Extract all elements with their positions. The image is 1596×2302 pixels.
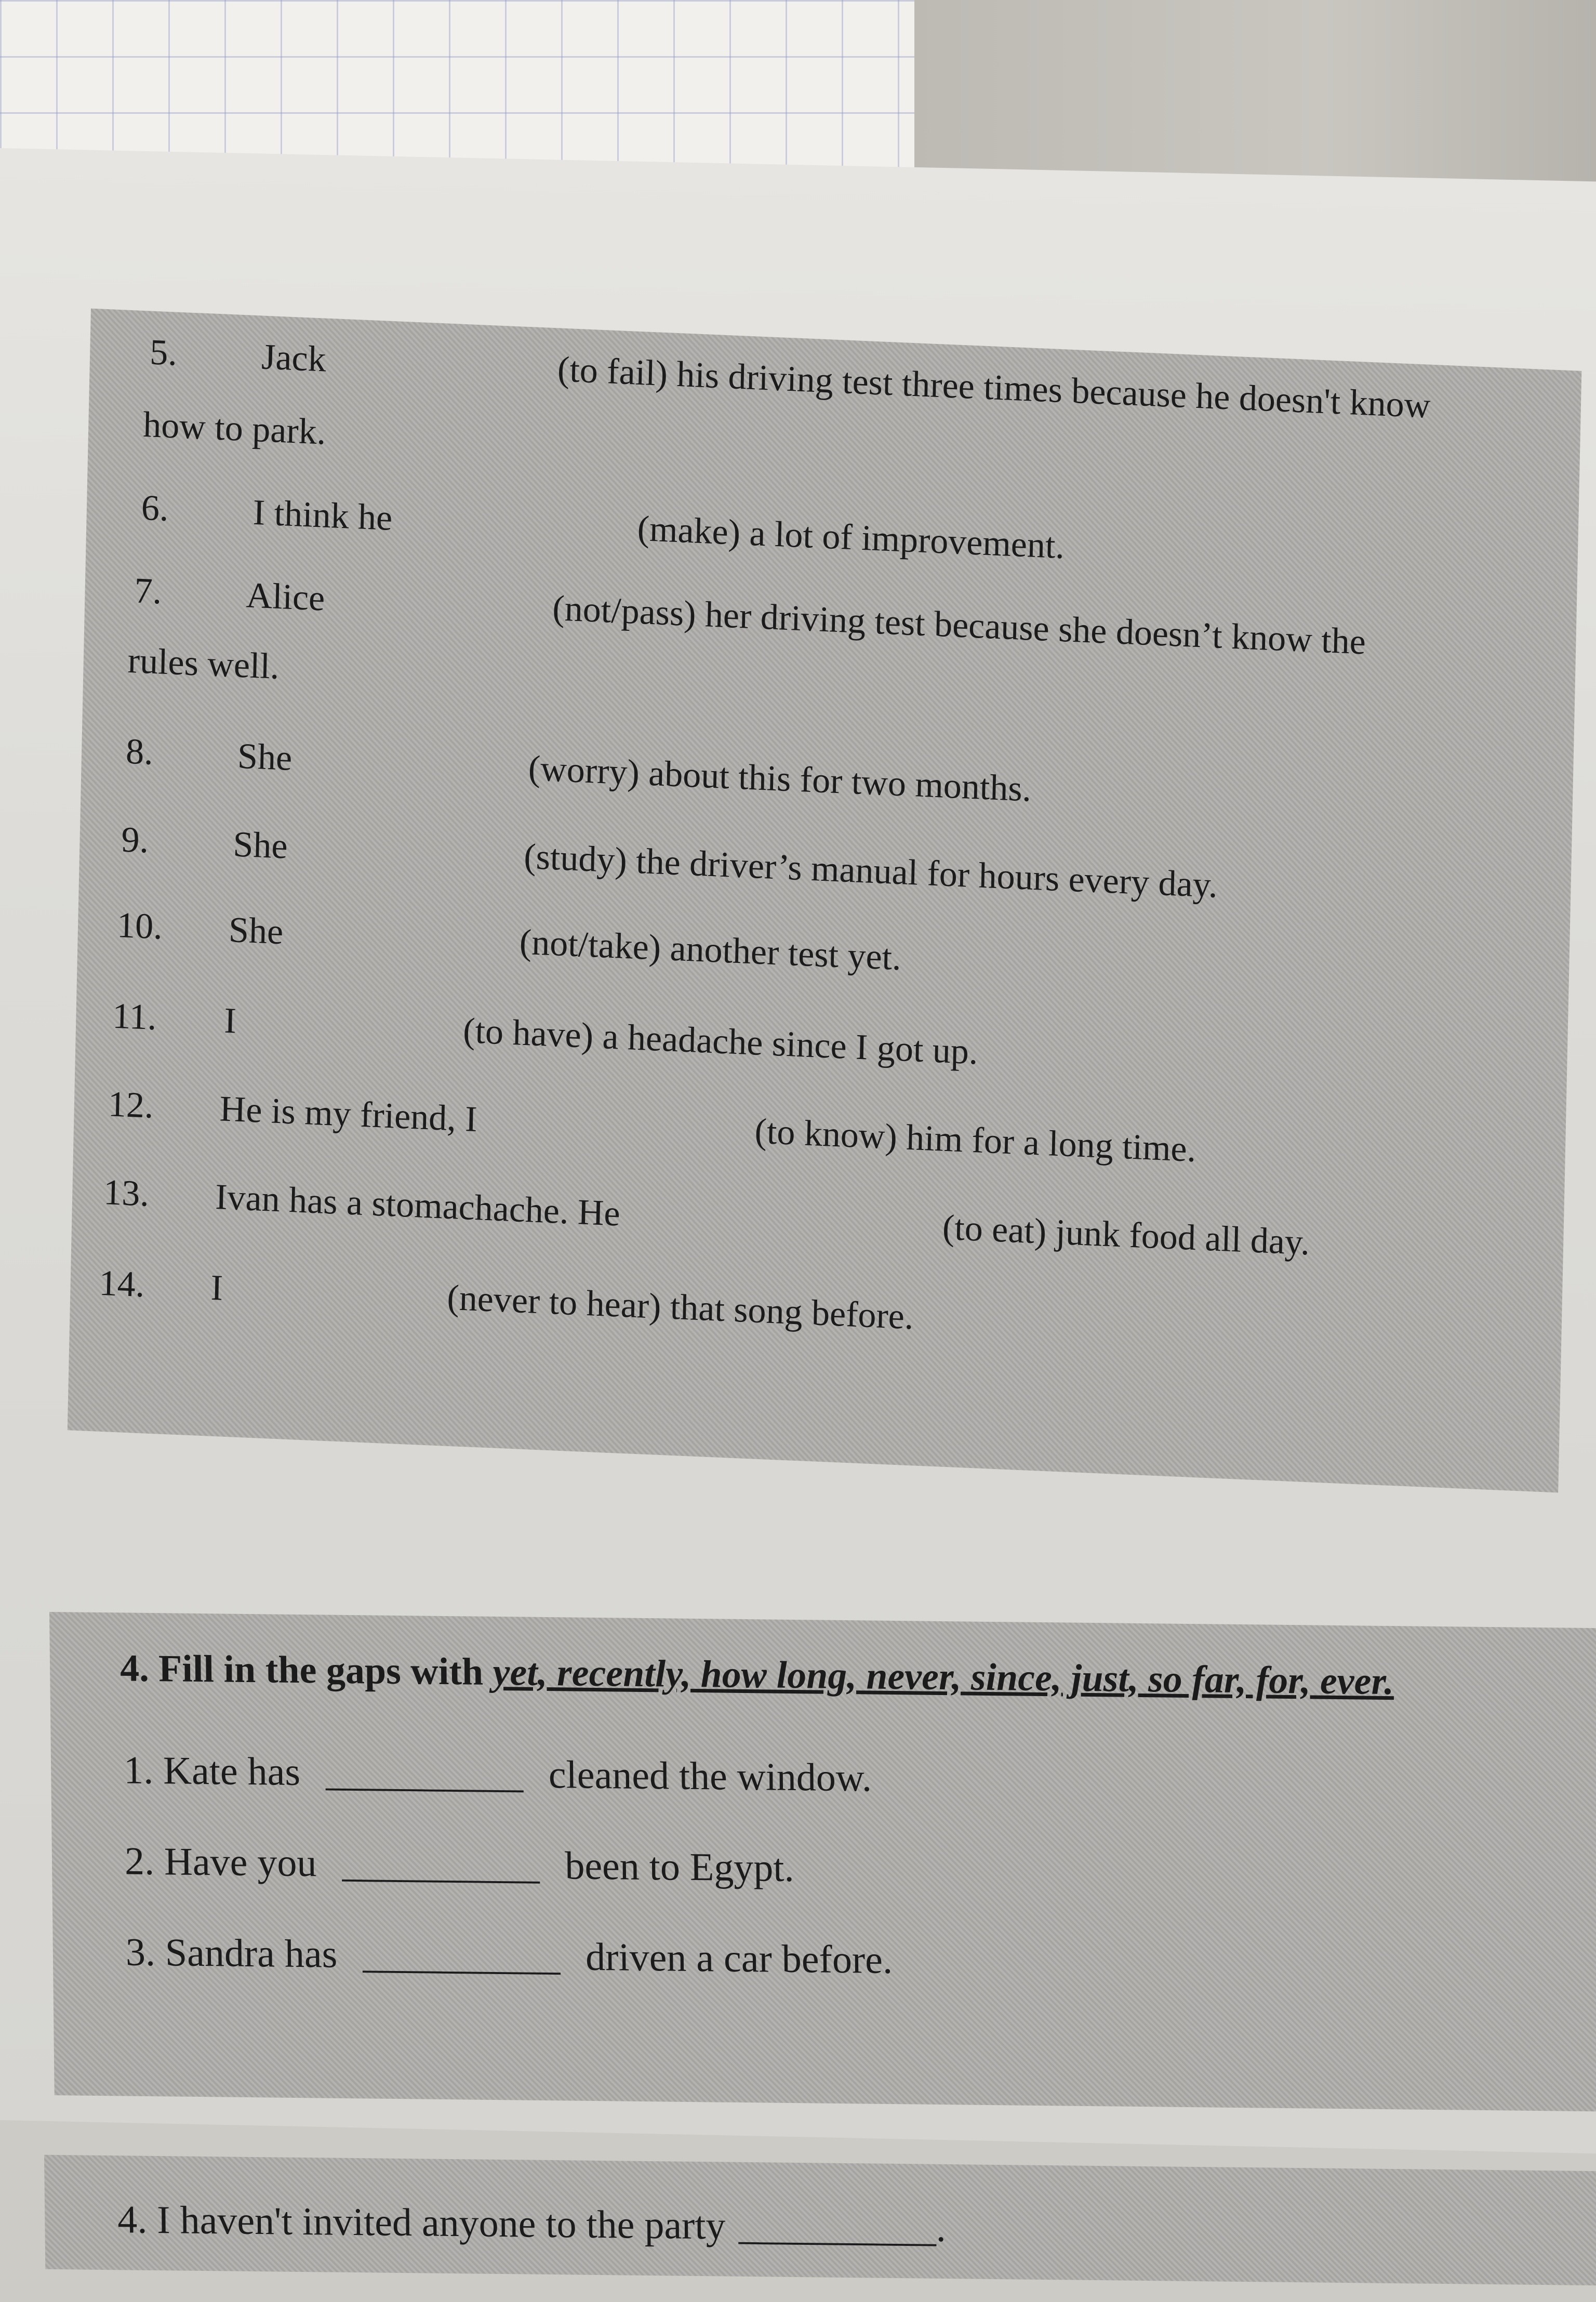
item-prompt: (never to hear) that song before. <box>446 1277 914 1338</box>
exercise-3-panel <box>68 309 1582 1493</box>
item-end: been to Egypt. <box>564 1844 794 1890</box>
exercise-3-item <box>108 1086 1196 1168</box>
exercise-3-item-continuation: how to park. <box>142 404 326 453</box>
item-prompt: (to have) a headache since I got up. <box>462 1011 979 1073</box>
item-number: 13. <box>103 1172 150 1214</box>
exercise-4-item <box>123 1748 872 1800</box>
exercise-3-item <box>141 487 1065 567</box>
answer-blank[interactable]: __________ <box>362 1933 561 1979</box>
item-number: 10. <box>116 905 163 947</box>
exercise-4-panel <box>49 1612 1596 2111</box>
exercise-4-item <box>125 1930 893 1982</box>
exercise-3-item <box>150 334 1431 424</box>
item-number: 14. <box>98 1263 145 1305</box>
item-start: 1. Kate has <box>123 1748 301 1794</box>
item-subject: She <box>232 824 288 867</box>
item-prompt: (to fail) his driving test three times because he doesn't know <box>557 349 1431 426</box>
item-end: . <box>936 2206 946 2250</box>
item-number: 9. <box>121 819 149 861</box>
exercise-4-continued-panel <box>44 2155 1596 2285</box>
heading-prefix: 4. Fill in the gaps with <box>119 1647 494 1694</box>
item-prompt: (not/pass) her driving test because she doesn’t know the <box>552 588 1366 663</box>
item-subject: Jack <box>261 337 327 380</box>
workbook-page <box>0 148 1596 2250</box>
exercise-3-item-continuation: rules well. <box>127 640 280 687</box>
exercise-3-item <box>116 907 901 976</box>
item-subject: She <box>228 910 284 952</box>
exercise-3-item <box>99 1265 914 1336</box>
exercise-3-item <box>121 819 1218 906</box>
item-subject: Ivan has a stomachache. He <box>215 1177 621 1234</box>
item-subject: I think he <box>252 492 393 539</box>
exercise-4-item <box>117 2200 946 2248</box>
item-start: 4. I haven't invited anyone to the party <box>117 2198 726 2248</box>
item-end: driven a car before. <box>585 1935 893 1982</box>
item-number: 12. <box>108 1084 154 1127</box>
item-subject: He is my friend, I <box>219 1089 478 1140</box>
item-subject: She <box>237 736 292 779</box>
answer-blank[interactable]: __________ <box>341 1841 540 1887</box>
item-prompt: (worry) about this for two months. <box>528 748 1032 810</box>
item-prompt: (not/take) another test yet. <box>519 922 902 978</box>
item-prompt: (study) the driver’s manual for hours every day. <box>523 836 1218 906</box>
item-end: cleaned the window. <box>548 1753 872 1800</box>
item-start: 3. Sandra has <box>125 1930 338 1976</box>
exercise-3-item <box>125 731 1032 810</box>
item-subject: Alice <box>245 575 326 619</box>
exercise-4-item <box>124 1839 794 1890</box>
item-number: 11. <box>112 996 157 1038</box>
item-prompt: (to know) him for a long time. <box>754 1111 1196 1170</box>
heading-word-list: yet, recently, how long, never, since, just, so far, for, ever. <box>493 1650 1394 1703</box>
item-prompt: (make) a lot of improvement. <box>637 508 1065 567</box>
item-number: 6. <box>141 487 169 529</box>
answer-blank[interactable]: __________ <box>325 1750 524 1796</box>
exercise-3-item <box>112 998 978 1071</box>
item-prompt: (to eat) junk food all day. <box>942 1207 1310 1263</box>
item-number: 7. <box>134 571 162 612</box>
item-subject: I <box>210 1267 223 1308</box>
item-subject: I <box>223 1000 237 1041</box>
answer-blank[interactable]: __________ <box>738 2204 936 2250</box>
exercise-3-item <box>134 571 1366 663</box>
item-number: 8. <box>125 731 154 773</box>
graph-paper-background <box>0 0 914 171</box>
item-start: 2. Have you <box>124 1839 317 1885</box>
exercise-3-item <box>103 1174 1310 1261</box>
exercise-4-heading <box>120 1649 1394 1701</box>
item-number: 5. <box>149 332 178 374</box>
